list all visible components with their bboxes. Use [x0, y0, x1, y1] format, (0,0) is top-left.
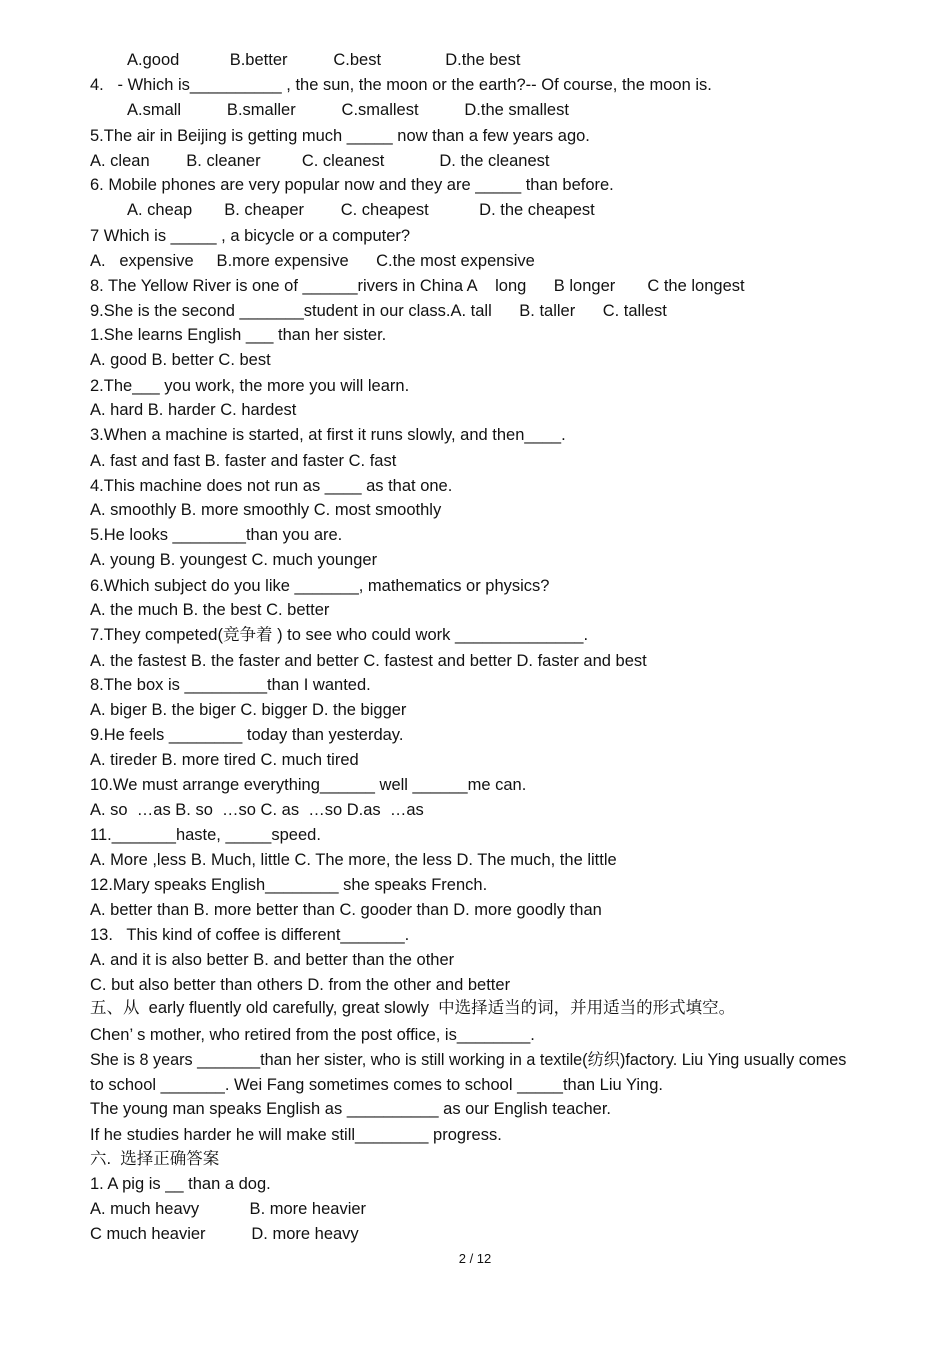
p2-q10-question: 10.We must arrange everything______ well ______me can.: [90, 776, 527, 794]
q6-question: 6. Mobile phones are very popular now and they are _____ than before.: [90, 176, 614, 194]
p2-q12-options: A. better than B. more better than C. gooder than D. more goodly than: [90, 901, 602, 919]
p2-q8-question: 8.The box is _________than I wanted.: [90, 676, 371, 694]
s6-q1-options-ab: A. much heavy B. more heavier: [90, 1200, 367, 1218]
page-number: 2 / 12: [458, 1251, 492, 1266]
p2-q4-question: 4.This machine does not run as ____ as that one.: [90, 477, 453, 495]
p2-q2-question: 2.The___ you work, the more you will learn.: [90, 377, 410, 395]
p2-q5-options: A. young B. youngest C. much younger: [90, 551, 378, 569]
p2-q8-options: A. biger B. the biger C. bigger D. the bigger: [90, 701, 407, 719]
fill-line-1: Chen’ s mother, who retired from the post office, is________.: [90, 1026, 535, 1044]
fill-line-5: If he studies harder he will make still________ progress.: [90, 1126, 502, 1144]
q4-options: A.small B.smaller C.smallest D.the smallest: [127, 101, 569, 119]
p2-q6-question: 6.Which subject do you like _______, mathematics or physics?: [90, 577, 550, 595]
p2-q4-options: A. smoothly B. more smoothly C. most smoothly: [90, 501, 442, 519]
p2-q9-question: 9.He feels ________ today than yesterday.: [90, 726, 404, 744]
q4-question: 4. - Which is__________ , the sun, the moon or the earth?-- Of course, the moon is.: [90, 76, 712, 94]
q7-question: 7 Which is _____ , a bicycle or a computer?: [90, 227, 411, 245]
q7-options: A. expensive B.more expensive C.the most expensive: [90, 252, 535, 270]
p2-q6-options: A. the much B. the best C. better: [90, 601, 330, 619]
p2-q2-options: A. hard B. harder C. hardest: [90, 401, 297, 419]
fill-line-2: She is 8 years _______than her sister, who is still working in a textile(纺织)factory. Liu Ying usually comes: [90, 1051, 847, 1069]
p2-q3-question: 3.When a machine is started, at first it runs slowly, and then____.: [90, 426, 566, 444]
section-6-heading: 六. 选择正确答案: [90, 1150, 220, 1168]
fill-line-3: to school _______. Wei Fang sometimes comes to school _____than Liu Ying.: [90, 1076, 663, 1094]
p2-q9-options: A. tireder B. more tired C. much tired: [90, 751, 359, 769]
s6-q1-options-cd: C much heavier D. more heavy: [90, 1225, 359, 1243]
section-5-heading: 五、从 early fluently old carefully, great slowly 中选择适当的词，并用适当的形式填空。: [90, 999, 736, 1017]
fill-line-4: The young man speaks English as __________ as our English teacher.: [90, 1100, 612, 1118]
p2-q7-options: A. the fastest B. the faster and better C. fastest and better D. faster and best: [90, 652, 647, 670]
s6-q1-question: 1. A pig is __ than a dog.: [90, 1175, 271, 1193]
p2-q12-question: 12.Mary speaks English________ she speaks French.: [90, 876, 488, 894]
p2-q1-question: 1.She learns English ___ than her sister.: [90, 326, 387, 344]
q9-question: 9.She is the second _______student in our class.A. tall B. taller C. tallest: [90, 302, 667, 320]
p2-q3-options: A. fast and fast B. faster and faster C. fast: [90, 452, 397, 470]
p2-q10-options: A. so …as B. so …so C. as …so D.as …as: [90, 801, 424, 819]
p2-q1-options: A. good B. better C. best: [90, 351, 271, 369]
p2-q7-question: 7.They competed(竞争着 ) to see who could work ______________.: [90, 626, 589, 644]
p2-q13-options-ab: A. and it is also better B. and better than the other: [90, 951, 455, 969]
p2-q5-question: 5.He looks ________than you are.: [90, 526, 343, 544]
q3-options: A.good B.better C.best D.the best: [127, 51, 521, 69]
q5-options: A. clean B. cleaner C. cleanest D. the cleanest: [90, 152, 550, 170]
q6-options: A. cheap B. cheaper C. cheapest D. the cheapest: [127, 201, 595, 219]
q8-question: 8. The Yellow River is one of ______rivers in China A long B longer C the longest: [90, 277, 745, 295]
p2-q13-question: 13. This kind of coffee is different_______.: [90, 926, 410, 944]
p2-q13-options-cd: C. but also better than others D. from the other and better: [90, 976, 511, 994]
p2-q11-options: A. More ,less B. Much, little C. The more, the less D. The much, the little: [90, 851, 617, 869]
q5-question: 5.The air in Beijing is getting much _____ now than a few years ago.: [90, 127, 590, 145]
p2-q11-question: 11._______haste, _____speed.: [90, 826, 321, 844]
